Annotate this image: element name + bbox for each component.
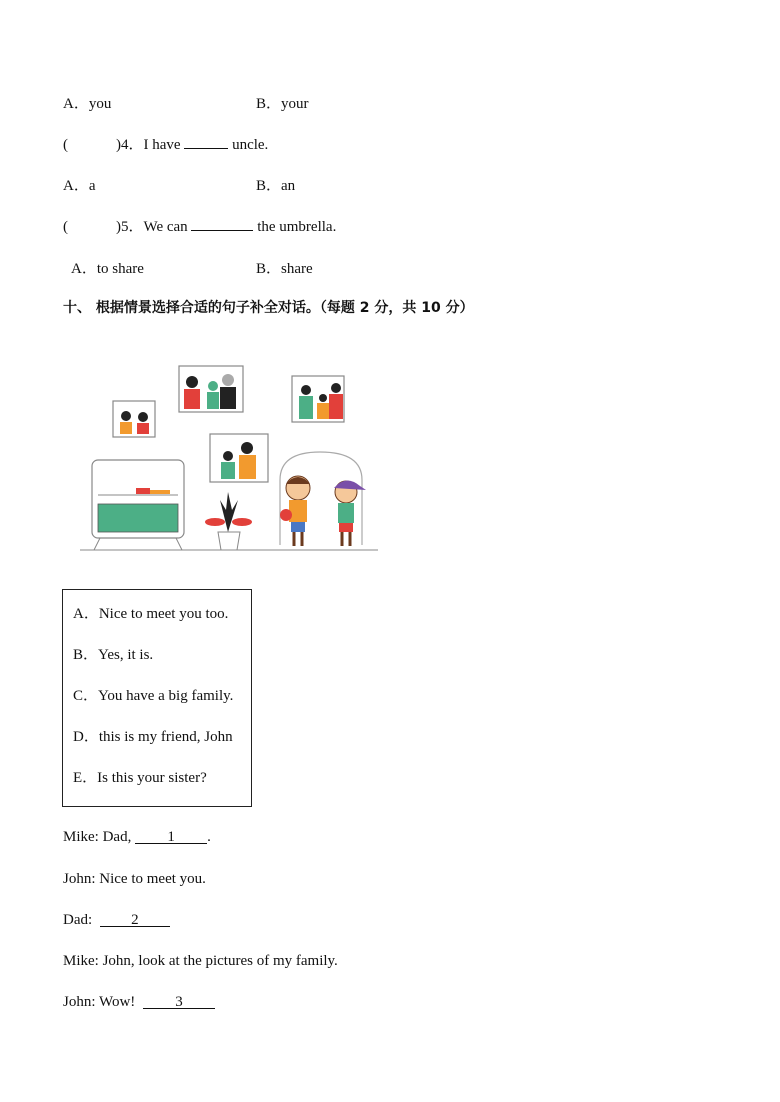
choice-e: E．Is this your sister? <box>73 770 207 786</box>
dialogue-line-3 <box>63 912 170 929</box>
q5-after: the umbrella. <box>257 219 337 235</box>
q4-option-b: B．an <box>256 178 296 194</box>
q5-stem: )5．We can <box>116 219 188 235</box>
dialogue-line-2: John: Nice to meet you. <box>63 871 206 887</box>
choices-box <box>62 589 252 807</box>
q5-option-b: B．share <box>256 261 313 277</box>
dialogue-blank-3[interactable]: 3 <box>143 994 215 1009</box>
question-5 <box>63 215 336 236</box>
family-scene-illustration <box>80 360 380 555</box>
dialogue-1-text: Mike: Dad, <box>63 829 132 845</box>
dialogue-5-text: John: Wow! <box>63 994 136 1010</box>
q4-after: uncle. <box>232 137 269 153</box>
q4-stem: )4．I have <box>116 137 181 153</box>
choice-d: D．this is my friend, John <box>73 729 233 745</box>
dialogue-line-5 <box>63 994 215 1011</box>
dialogue-line-4: Mike: John, look at the pictures of my family. <box>63 953 338 969</box>
q4-blank[interactable] <box>184 134 228 149</box>
dialogue-blank-2[interactable]: 2 <box>100 912 170 927</box>
dialogue-line-1 <box>63 829 211 846</box>
q4-open-paren: ( <box>63 137 68 153</box>
section-10-title: 十、 根据情景选择合适的句子补全对话。（每题 2 分，共 10 分） <box>63 300 474 316</box>
dialogue-1-post: . <box>207 829 211 845</box>
q5-open-paren: ( <box>63 219 68 235</box>
q5-blank[interactable] <box>191 216 253 231</box>
dialogue-3-text: Dad: <box>63 912 93 928</box>
question-4 <box>63 133 268 154</box>
choice-b: B．Yes, it is. <box>73 647 154 663</box>
q4-option-a: A．a <box>63 178 96 194</box>
dialogue-blank-1[interactable]: 1 <box>135 829 207 844</box>
choice-a: A．Nice to meet you too. <box>73 606 229 622</box>
q5-option-a: A．to share <box>71 261 144 277</box>
q3-option-a: A．you <box>63 96 112 112</box>
choice-c: C．You have a big family. <box>73 688 234 704</box>
q3-option-b: B．your <box>256 96 309 112</box>
